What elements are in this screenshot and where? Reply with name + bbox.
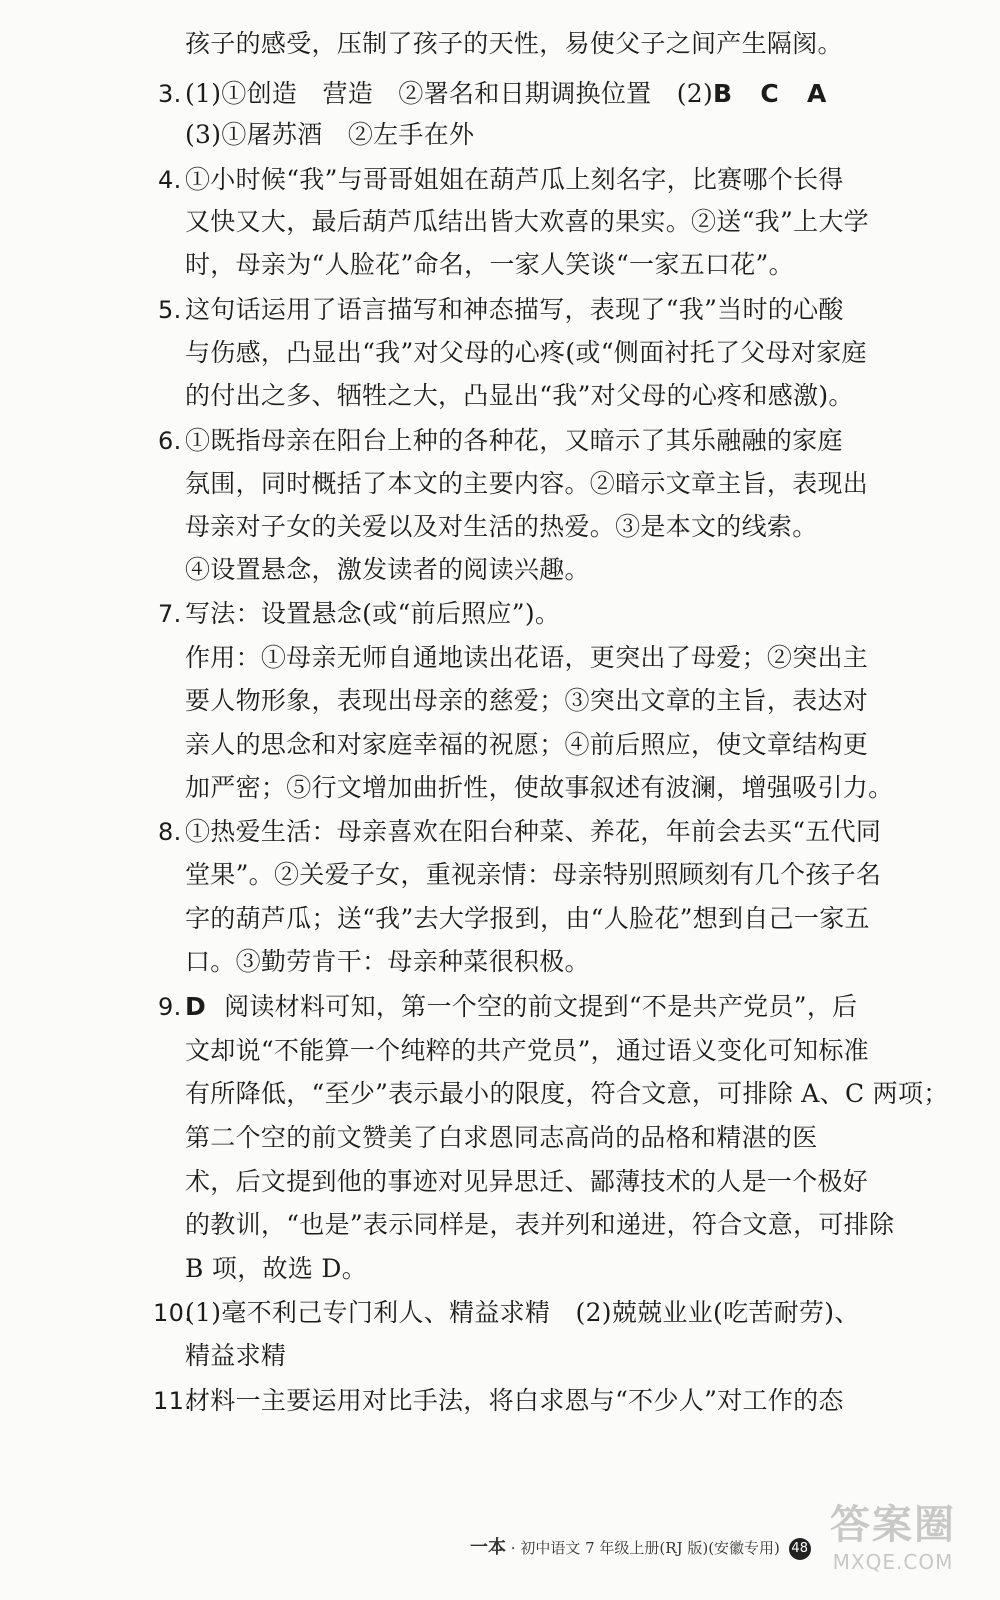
question-number: 8. — [158, 818, 182, 846]
answer-text: (1)①创造 营造 ②署名和日期调换位置 (2) — [185, 79, 714, 108]
text-line: 要人物形象，表现出母亲的慈爱；③突出文章的主旨，表达对 — [185, 686, 869, 715]
answer-text: 阅读材料可知，第一个空的前文提到“不是共产党员”，后 — [224, 992, 858, 1021]
question-number: 7. — [158, 600, 182, 628]
text-line: 精益求精 — [185, 1341, 287, 1370]
watermark-url: MXQE.COM — [832, 1550, 954, 1574]
text-line: 又快又大，最后葫芦瓜结出皆大欢喜的果实。②送“我”上大学 — [185, 207, 869, 236]
text-line: ④设置悬念，激发读者的阅读兴趣。 — [185, 555, 590, 584]
answer-choice: A — [807, 79, 827, 108]
page-number-badge: 48 — [789, 1538, 811, 1560]
question-number: 4. — [158, 166, 182, 194]
question-number: 11. — [153, 1387, 193, 1415]
text-line: 口。③勤劳肯干：母亲种菜很积极。 — [185, 947, 590, 976]
text-line: (3)①屠苏酒 ②左手在外 — [185, 120, 475, 149]
text-line: B 项，故选 D。 — [185, 1254, 368, 1283]
text-line: 母亲对子女的关爱以及对生活的热爱。③是本文的线索。 — [185, 512, 818, 541]
footer-brand: 一本 — [470, 1537, 506, 1558]
answer-text: 材料一主要运用对比手法，将白求恩与“不少人”对工作的态 — [185, 1386, 844, 1415]
question-6-line-1 — [158, 424, 850, 458]
question-number: 5. — [158, 296, 182, 324]
footer-dot: · — [510, 1539, 516, 1557]
text-line: 氛围，同时概括了本文的主要内容。②暗示文章主旨，表现出 — [185, 469, 869, 498]
answer-text: ①热爱生活：母亲喜欢在阳台种菜、养花，年前会去买“五代同 — [185, 817, 882, 846]
text-line: 时，母亲为“人脸花”命名，一家人笑谈“一家五口花”。 — [185, 250, 794, 279]
text-line: 有所降低，“至少”表示最小的限度，符合文意，可排除 A、C 两项； — [185, 1079, 949, 1108]
question-3-line-1 — [158, 77, 850, 111]
question-number: 10. — [153, 1299, 193, 1327]
question-8-line-1 — [158, 815, 882, 849]
question-10-line-1 — [153, 1296, 860, 1330]
answer-text: ①小时候“我”与哥哥姐姐在葫芦瓜上刻名字，比赛哪个长得 — [185, 165, 844, 194]
answer-text: (1)毫不利己专门利人、精益求精 (2)兢兢业业(吃苦耐劳)、 — [185, 1298, 860, 1327]
answer-text: 这句话运用了语言描写和神态描写，表现了“我”当时的心酸 — [185, 295, 844, 324]
text-line: 第二个空的前文赞美了白求恩同志高尚的品格和精湛的医 — [185, 1123, 818, 1152]
text-line: 堂果”。②关爱子女，重视亲情：母亲特别照顾刻有几个孩子名 — [185, 860, 882, 889]
text-line: 加严密；⑤行文增加曲折性，使故事叙述有波澜，增强吸引力。 — [185, 773, 894, 802]
answer-text: 写法：设置悬念(或“前后照应”)。 — [185, 599, 561, 628]
question-number: 3. — [158, 80, 182, 108]
text-line: 作用：①母亲无师自通地读出花语，更突出了母爱；②突出主 — [185, 643, 869, 672]
watermark-logo — [808, 1500, 978, 1580]
text-line: 文却说“不能算一个纯粹的共产党员”，通过语义变化可知标准 — [185, 1036, 869, 1065]
watermark-title: 答案圈 — [830, 1502, 956, 1548]
answer-text: ①既指母亲在阳台上种的各种花，又暗示了其乐融融的家庭 — [185, 426, 843, 455]
text-line: 术，后文提到他的事迹对见异思迁、鄙薄技术的人是一个极好 — [185, 1167, 869, 1196]
text-line: 亲人的思念和对家庭幸福的祝愿；④前后照应，使文章结构更 — [185, 730, 869, 759]
answer-choice: C — [760, 79, 780, 108]
question-number: 9. — [158, 993, 182, 1021]
answer-choice: D — [185, 992, 207, 1021]
question-9-line-1 — [158, 990, 858, 1024]
text-line: 的教训，“也是”表示同样是，表并列和递进，符合文意，可排除 — [185, 1210, 895, 1239]
question-7-line-1 — [158, 597, 850, 631]
text-line: 字的葫芦瓜；送“我”去大学报到，由“人脸花”想到自己一家五 — [185, 904, 870, 933]
footer-title: 初中语文 7 年级上册(RJ 版)(安徽专用) — [520, 1539, 780, 1557]
question-number: 6. — [158, 427, 182, 455]
question-5-line-1 — [158, 293, 850, 327]
text-line: 与伤感，凸显出“我”对父母的心疼(或“侧面衬托了父母对家庭 — [185, 338, 867, 367]
question-4-line-1 — [158, 163, 850, 197]
answer-choice: B — [713, 79, 733, 108]
text-line: 的付出之多、牺牲之大，凸显出“我”对父母的心疼和感激)。 — [185, 381, 854, 410]
text-line: 孩子的感受，压制了孩子的天性，易使父子之间产生隔阂。 — [185, 29, 843, 58]
question-11-line-1 — [153, 1384, 850, 1418]
page-footer — [470, 1538, 811, 1560]
